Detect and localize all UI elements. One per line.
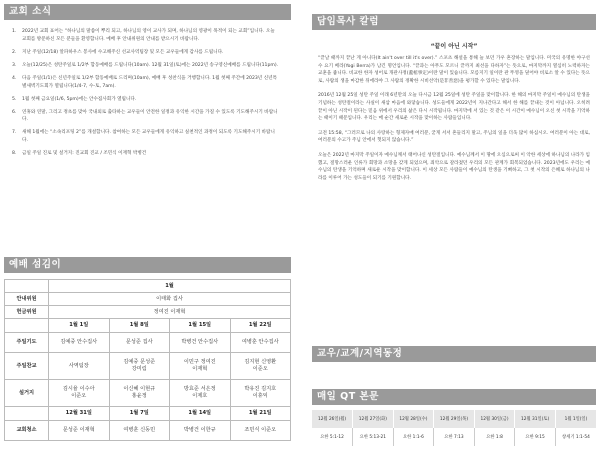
column-paragraph: 2016년 12월 25일 성탄 주일 이래 6년만의 오늘 다시금 12월 25일에 성탄 주일을 맞이합니다. 한 해의 마지막 주일이 예수님의 탄생을 기념하는 성탄절이라는 사실이 새삼 마음에 와닿습니다. 성도들에게 2022년이 지나간다고 해서 한 해를 끝내는 것이 아닙니다. 오히려 끝이 아닌 시작이 된다는 믿음 위에서 우리의 삶은 다시 시작됩니다. 마지막에 서 있는 것 같은 이 시간이 예수님이 오신 첫 시작을 기억하는 때이기 때문입니다. 우리는 매 순간 새로운 시작을 맞이하는 사람들입니다. (318, 93, 590, 122)
duty-header: 예배 섬김이 (4, 257, 291, 273)
news-text: 다음 주일(1/1)은 신년주일로 1/2부 합동예배로 드리며(10am), 예배 후 성찬식을 거행합니다. 1월 첫째 주간에 2023년 신년특별새벽기도회가 열립니다(1/4-7, 수-토, 7am). (22, 75, 278, 89)
qt-ref: 요한 1:1-6 (393, 428, 434, 446)
column-body (318, 55, 590, 189)
column-title: “끝이 아닌 시작” (430, 43, 478, 50)
qt-date: 12월 27일(화) (353, 410, 394, 428)
duty-empty (5, 319, 49, 333)
qt-ref: 요한 5:13-21 (353, 428, 394, 446)
news-header: 교회 소식 (4, 4, 291, 20)
qt-date: 12월 29일(목) (434, 410, 475, 428)
duty-cell: 조민식 이준오 (230, 421, 291, 441)
news-list (8, 28, 292, 163)
news-item (8, 49, 292, 57)
duty-cell: 김시율 이수아 이준오 (49, 380, 110, 407)
news-text: 2022년 교회 표어는 “하나님의 말씀이 뿌리 되고, 하나님의 영이 교사가 되며, 하나님의 영광이 목적이 되는 교회”입니다. 오늘 교회를 방문하신 모든 분들을 환영합니다. 예배 후 안내위원의 안내를 받으시기 바랍니다. (22, 29, 275, 42)
date-cell: 1월 14일 (170, 407, 231, 421)
news-num: 3. (12, 62, 17, 68)
qt-date: 12월 31일(토) (515, 410, 556, 428)
news-text: 지난 주일(12/18) 알파하우스 봉사에 수고해주신 선교사역팀장 및 모든 교우들에게 감사를 드립니다. (22, 49, 224, 55)
dishwashing-label: 설거지 (5, 380, 49, 407)
news-num: 1. (12, 29, 17, 34)
duty-cell: 사역팀장 (49, 353, 110, 380)
qt-ref: 요한 9:15 (515, 428, 556, 446)
duty-cell: 박유진 김지호 이휴익 (230, 380, 291, 407)
column-scripture: 고전 15:58, “그러므로 나의 사랑하는 형제자매 여러분, 굳게 서서 흔들리지 말고, 주님의 일을 더욱 많이 하십시오. 여러분이 아는 대로, 여러분의 수고가 주님 안에서 헛되지 않습니다.” (318, 130, 590, 144)
duty-cell: 이민구 정여진 이재혁 (170, 353, 231, 380)
date-cell: 1월 15일 (170, 319, 231, 333)
news-num: 8. (12, 151, 17, 157)
news-text: 오늘(12/25)은 성탄주일로 1/2부 합동예배를 드립니다(10am). 12월 31일(토)에는 2022년 송구영신예배를 드립니다(11pm). (22, 62, 279, 68)
date-cell: 1월 8일 (109, 319, 170, 333)
news-item (8, 28, 292, 44)
qt-date: 12월 26일(월) (312, 410, 353, 428)
duty-empty (5, 280, 49, 293)
qt-header: 매일 QT 본문 (312, 389, 596, 405)
duty-cell: 여병훈 신동민 (109, 421, 170, 441)
news-text: 연휴와 연말, 그리고 정초를 맞아 국내외로 출타하는 교우들이 안전한 일정과 유익한 시간을 가질 수 있도록 기도해주시기 바랍니다. (22, 109, 278, 123)
cleaning-label: 교회청소 (5, 421, 49, 441)
duty-cell: 박병건 안수집사 (170, 333, 231, 353)
qt-date: 12월 30일(금) (474, 410, 515, 428)
qt-ref: 요한 5:1-12 (312, 428, 353, 446)
qt-ref: 창세기 1:1-54 (562, 435, 590, 440)
qt-date: 12월 28일(수) (393, 410, 434, 428)
news-num: 2. (12, 49, 17, 55)
offering-value: 정여진 이재혁 (49, 306, 291, 319)
date-cell: 1월 7일 (109, 407, 170, 421)
community-news-header: 교우/교계/지역동정 (312, 346, 596, 362)
fellowship-label: 주일찬교 (5, 353, 49, 380)
duty-table (4, 279, 291, 441)
date-cell: 12월 31일 (49, 407, 110, 421)
prayer-label: 주일기도 (5, 333, 49, 353)
month-label: 1월 (49, 280, 291, 293)
column-paragraph: 오늘은 2022년 마지막 주일이자 예수님께서 태어나신 성탄절입니다. 예수님께서 이 땅에 오심으로써 이 악한 세상에 하나님의 나라가 임했고, 절망스러운 인류가 회망과 소망을 갖게 되었으며, 죄악으로 갈라졌던 우리의 모든 관계가 회복되었습니다. 2023년에도 우리는 예수님의 탄생을 기억하며 새로운 시작을 맞이합니다. 이 세상 모든 사람들이 예수님의 탄생을 기뻐하고, 그 첫 시작의 은혜로 하나님의 나라를 이루어 가는 성도들이 되기를 기원합니다. (318, 152, 590, 181)
duty-cell: 방효준 서은정 이제호 (170, 380, 231, 407)
news-text: 금일 주일 진로 및 설거지: 진교회 진교 / 조민식 이재혁 박병건 (22, 151, 147, 157)
news-num: 6. (12, 109, 17, 115)
news-text: 새해 1월에는 “소속리포팅 2”를 개설합니다. 참여하는 모든 교우들에게 유익하고 실천적인 과정이 되도록 기도해주시기 바랍니다. (22, 130, 275, 144)
news-text: 1월 첫째 금요일(1/6, 5pm)에는 안수집사회가 열립니다. (22, 96, 137, 102)
news-num: 5. (12, 96, 17, 102)
qt-table (312, 410, 596, 446)
date-cell: 1월 1일 (49, 319, 110, 333)
duty-cell: 이신혜 이현규 홍윤정 (109, 380, 170, 407)
duty-cell: 박병건 이한규 (170, 421, 231, 441)
qt-ref: 요한 1:8 (474, 428, 515, 446)
duty-cell: 김예중 안수집사 (49, 333, 110, 353)
news-item (8, 129, 292, 145)
usher-value: 이태화 집사 (49, 293, 291, 306)
duty-cell: 김지현 신영환 이준오 (230, 353, 291, 380)
date-cell: 1월 22일 (230, 319, 291, 333)
offering-label: 헌금위원 (5, 306, 49, 319)
news-num: 7. (12, 130, 17, 136)
news-item (8, 150, 292, 158)
duty-cell: 문성준 집사 (109, 333, 170, 353)
column-paragraph: “끝날 때까지 끝난 게 아니다(It ain't over till it's over).” 스포츠 해설을 통해 늘 보던 가우 흔장하는 말입니다. 미국의 유명한 야구선수 요기 베라(Yogi Berra)가 남긴 명언입니다. “끝과는 아무도 모르니 끝까지 최선을 다하자”는 뜻으로, 마지막까지 열심히 노력하자는 교훈을 줍니다. 비교한 한자 성어로 개관사정(蓋棺事定)이란 말이 있습니다. 모름지기 일이란 관 뚜껑을 덮어야 비로소 알 수 있다는 뜻으로, 사람의 생을 마감한 뒤에라야 그 사람의 정확한 시비선악(是非善惡)을 평가할 수 있다는 말입니다. (318, 56, 590, 84)
qt-date: 1월 1일(일) (555, 410, 596, 428)
duty-cell: 김예중 문성준 강미림 (109, 353, 170, 380)
column-header: 담임목사 칼럼 (312, 14, 596, 30)
news-item (8, 62, 292, 70)
duty-cell: 문성준 이재혁 (49, 421, 110, 441)
qt-ref: 요한 7:13 (434, 428, 475, 446)
news-num: 4. (12, 75, 17, 81)
usher-label: 안내위원 (5, 293, 49, 306)
news-item (8, 96, 292, 104)
duty-empty (5, 407, 49, 421)
duty-cell: 여병훈 안수집사 (230, 333, 291, 353)
date-cell: 1월 21일 (230, 407, 291, 421)
news-item (8, 109, 292, 125)
news-item (8, 75, 292, 91)
